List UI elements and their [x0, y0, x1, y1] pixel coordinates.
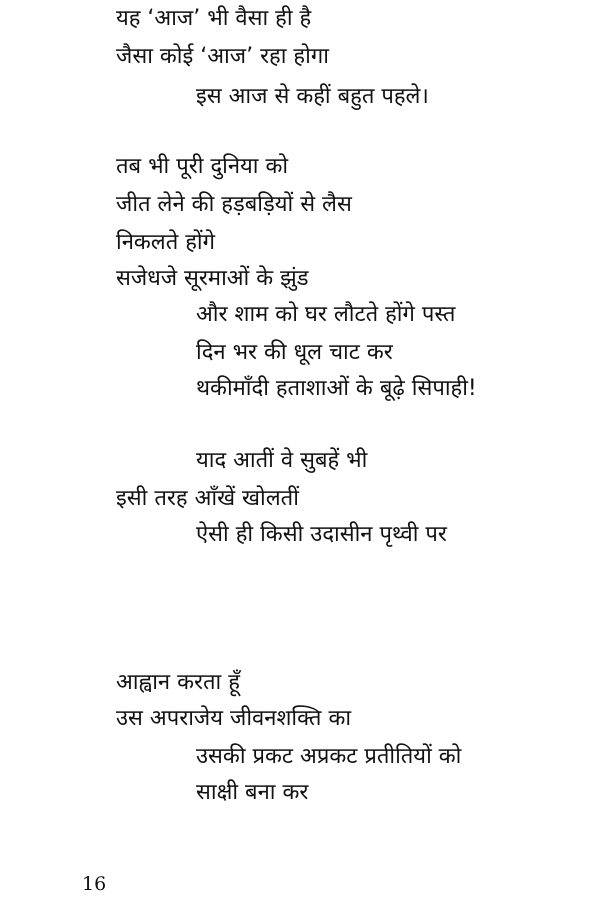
poem-line: तब भी पूरी दुनिया को — [116, 154, 289, 179]
poem-line: साक्षी बना कर — [196, 780, 309, 805]
poem-line: ऐसी ही किसी उदासीन पृथ्वी पर — [196, 522, 447, 547]
poem-line: उस अपराजेय जीवनशक्ति का — [116, 706, 352, 731]
poem-line: जीत लेने की हड़बड़ियों से लैस — [116, 192, 352, 217]
poem-line: यह ‘आज’ भी वैसा ही है — [116, 6, 312, 31]
poem-line: उसकी प्रकट अप्रकट प्रतीतियों को — [196, 744, 462, 769]
poem-line: जैसा कोई ‘आज’ रहा होगा — [116, 44, 329, 69]
poem-line: थकीमाँदी हताशाओं के बूढ़े सिपाही! — [196, 376, 477, 401]
poem-line: याद आतीं वे सुबहें भी — [196, 448, 368, 473]
poem-line: निकलते होंगे — [116, 230, 216, 255]
poem-line: और शाम को घर लौटते होंगे पस्त — [196, 302, 456, 327]
poem-line: इसी तरह आँखें खोलतीं — [116, 486, 299, 511]
poem-line: सजेधजे सूरमाओं के झुंड — [116, 266, 309, 291]
poem-line: दिन भर की धूल चाट कर — [196, 340, 393, 365]
poem-line: आह्वान करता हूँ — [116, 670, 240, 695]
poem-line: इस आज से कहीं बहुत पहले। — [196, 84, 429, 109]
page-number: 16 — [82, 873, 107, 895]
